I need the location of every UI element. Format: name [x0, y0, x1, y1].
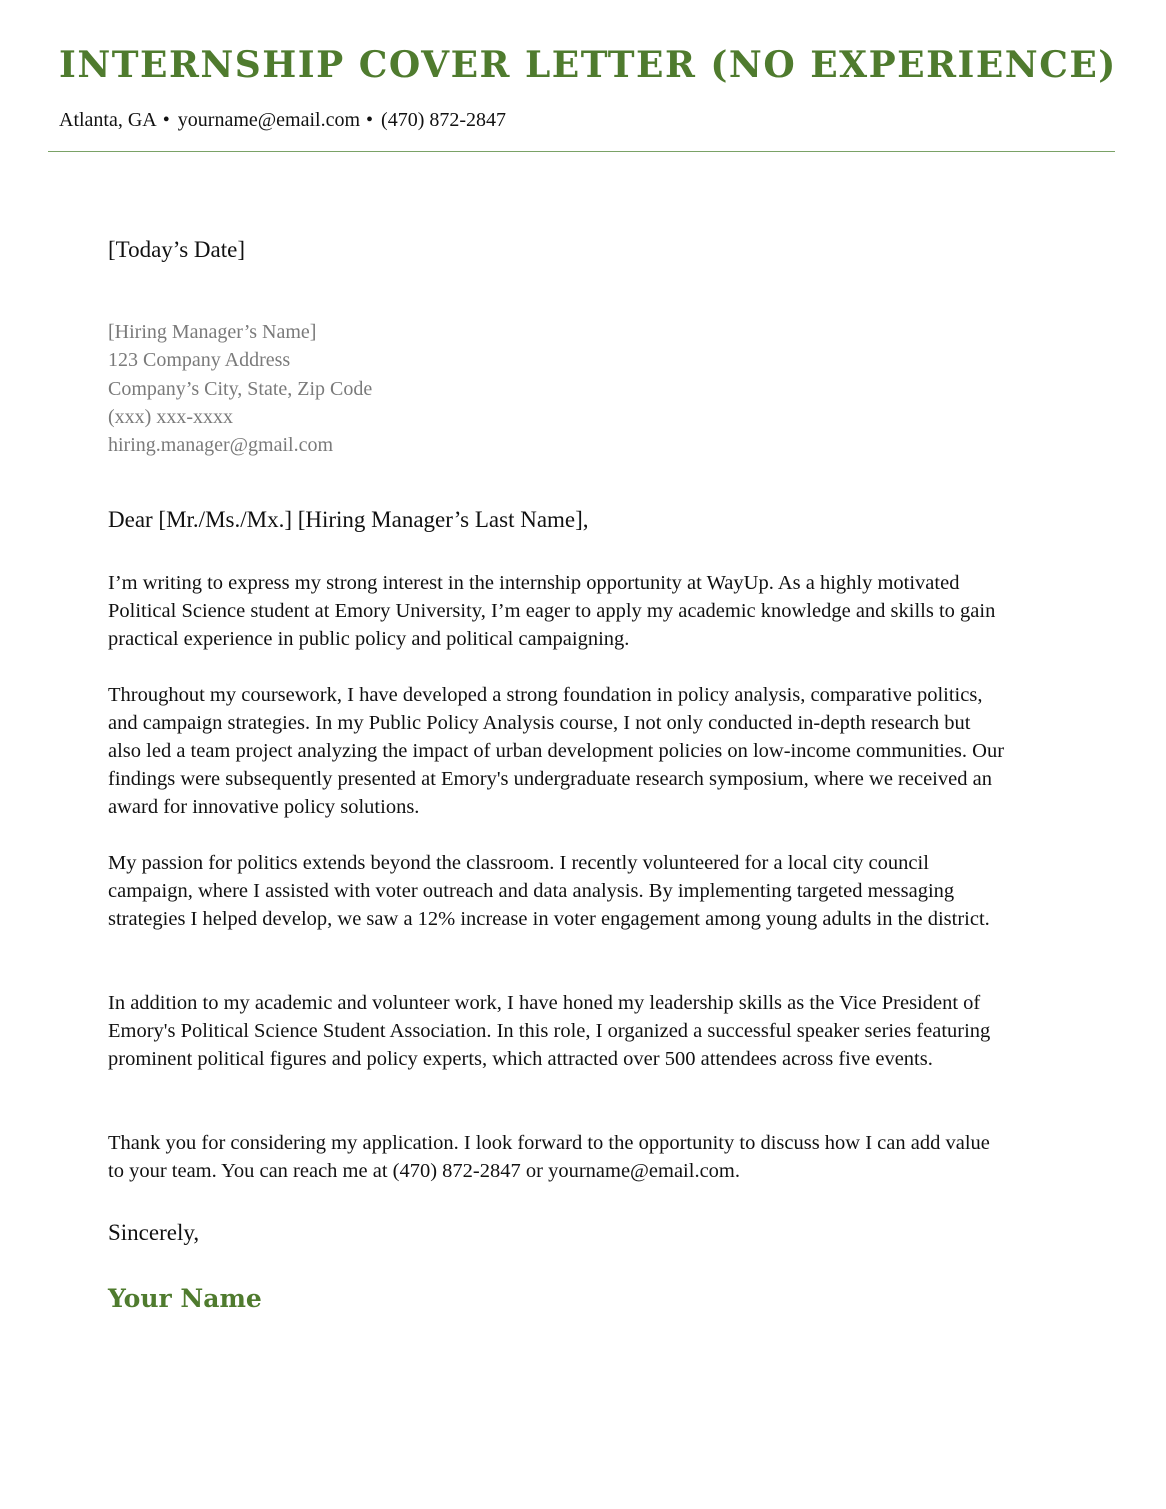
- recipient-city-state-zip: Company’s City, State, Zip Code: [108, 377, 373, 400]
- body-paragraph-4: In addition to my academic and volunteer work, I have honed my leadership skills as the Vice President of Emory's Political Science Student Association. In this role, I organized a successful speaker series featuring prominent political figures and policy experts, which attracted over 500 attendees across five events.: [108, 992, 991, 1070]
- salutation: Dear [Mr./Ms./Mx.] [Hiring Manager’s Last Name],: [108, 507, 589, 532]
- contact-location: Atlanta, GA: [59, 109, 157, 131]
- closing: Sincerely,: [108, 1220, 200, 1245]
- contact-phone: (470) 872-2847: [381, 109, 507, 131]
- recipient-email: hiring.manager@gmail.com: [108, 434, 334, 457]
- recipient-block: [108, 318, 372, 459]
- bullet-separator: •: [366, 109, 374, 131]
- recipient-phone: (xxx) xxx-xxxx: [108, 405, 233, 428]
- page-title: INTERNSHIP COVER LETTER (NO EXPERIENCE): [59, 44, 1117, 86]
- contact-line: [59, 109, 506, 132]
- recipient-address: 123 Company Address: [108, 349, 291, 372]
- header-divider: [48, 151, 1115, 152]
- contact-email: yourname@email.com: [177, 109, 361, 131]
- signature-name: Your Name: [108, 1284, 262, 1313]
- letter-date: [Today’s Date]: [108, 237, 245, 262]
- body-paragraph-1: I’m writing to express my strong interest in the internship opportunity at WayUp. As a highly motivated Political Science student at Emory University, I’m eager to apply my academic knowledge and skills to gain practical experience in public policy and political campaigning.: [108, 572, 996, 650]
- body-paragraph-3: My passion for politics extends beyond the classroom. I recently volunteered for a local city council campaign, where I assisted with voter outreach and data analysis. By implementing targeted messaging strategies I helped develop, we saw a 12% increase in voter engagement among young adults in the district.: [108, 852, 990, 930]
- body-paragraph-5: Thank you for considering my application. I look forward to the opportunity to discuss how I can add value to your team. You can reach me at (470) 872-2847 or yourname@email.com.: [108, 1132, 990, 1182]
- recipient-name: [Hiring Manager’s Name]: [108, 321, 317, 343]
- bullet-separator: •: [162, 109, 170, 131]
- body-paragraph-2: Throughout my coursework, I have developed a strong foundation in policy analysis, comparative politics, and campaign strategies. In my Public Policy Analysis course, I not only conducted in-depth research but also led a team project analyzing the impact of urban development policies on low-income communities. Our findings were subsequently presented at Emory's undergraduate research symposium, where we received an award for innovative policy solutions.: [108, 684, 1005, 818]
